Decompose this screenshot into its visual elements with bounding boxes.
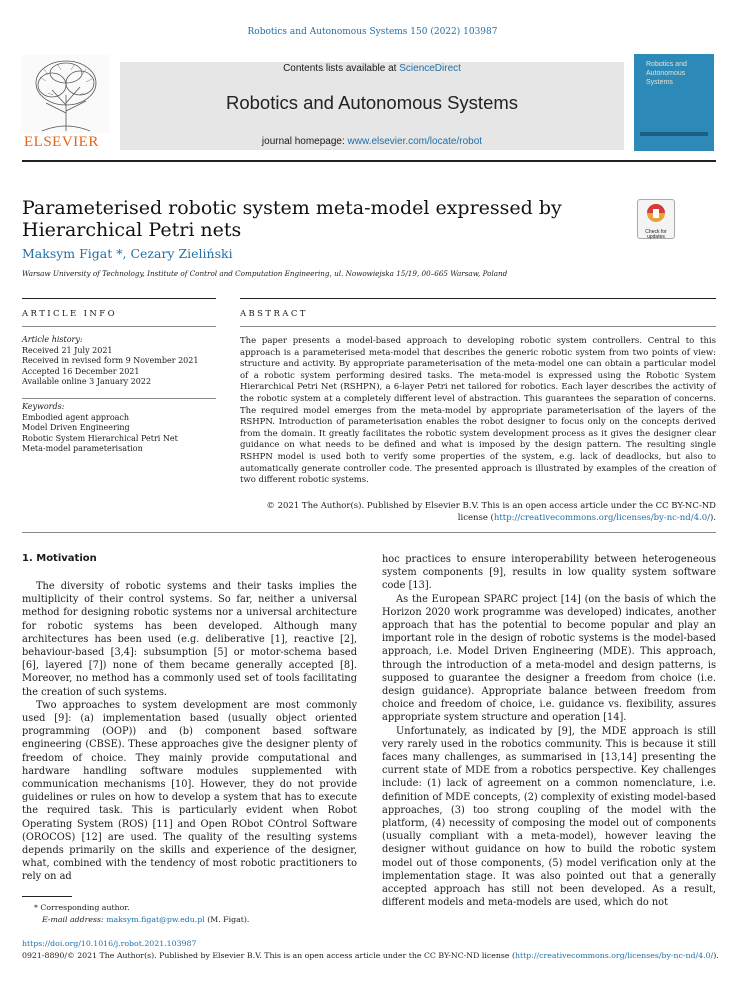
publisher-wordmark: ELSEVIER xyxy=(24,134,99,150)
license-link[interactable]: http://creativecommons.org/licenses/by-nc-nd/4.0/ xyxy=(493,513,710,523)
sciencedirect-link[interactable]: ScienceDirect xyxy=(399,63,461,74)
paragraph: Two approaches to system development are most commonly used [9]: (a) implementation based (usually object oriented programming (OOP)) and (b) component based software engineering (CBSE). These approaches give the designer plenty of freedom of choice. They mainly provide computational and hardware handling software modules supplemented with communication mechanisms [10]. However, they do not provide guidelines or rules on how to develop a system that has to execute the required task. This is particularly evident when Robot Operating System (ROS) [11] and Open RObot COntrol Software (OROCOS) [12] are used. The quality of the resulting systems depends primarily on the skills and experience of the designer, what, combined with the tendency of most robotic practitioners to rely on ad xyxy=(22,699,357,883)
abstract-bottom-rule xyxy=(22,532,716,533)
section-heading: 1. Motivation xyxy=(22,553,97,564)
journal-title: Robotics and Autonomous Systems xyxy=(225,92,519,113)
keywords-rule xyxy=(22,398,216,399)
license-footer-suffix: ). xyxy=(713,951,719,960)
keywords-block xyxy=(22,402,212,455)
author-list[interactable]: Maksym Figat *, Cezary Zieliński xyxy=(22,246,233,261)
check-updates-icon xyxy=(638,200,674,226)
check-for-updates-button[interactable] xyxy=(637,199,675,239)
paragraph: As the European SPARC project [14] (on the basis of which the Horizon 2020 work programme was developed) indicates, another approach that has the potential to become popular and play an important role in the design of robotic systems is the model-based approach, i.e. Model Driven Engineering (MDE). This approach, through the introduction of a meta-model and design patterns, is supposed to guarantee the designer a freedom from choice (i.e. design guidance). Appropriate balance between freedom from choice and freedom of choice, i.e. guidance vs. flexibility, assures appropriate system structure and operation [14]. xyxy=(382,593,716,724)
keywords-label: Keywords: xyxy=(22,402,65,411)
paragraph: hoc practices to ensure interoperability between heterogeneous system components [9], results in low quality system software code [13]. xyxy=(382,554,716,592)
abstract-heading: ABSTRACT xyxy=(240,309,308,319)
license-line xyxy=(240,512,716,524)
corresponding-footnote xyxy=(22,903,130,912)
right-column xyxy=(382,553,716,909)
email-label: E-mail address: xyxy=(42,915,104,924)
footnote-star: * xyxy=(34,903,38,912)
history-item: Received 21 July 2021 xyxy=(22,345,113,355)
cover-strip xyxy=(640,132,708,136)
doi-link[interactable]: https://doi.org/10.1016/j.robot.2021.103987 xyxy=(22,939,197,948)
license-footer xyxy=(22,950,722,961)
keyword: Embodied agent approach xyxy=(22,412,130,422)
email-line xyxy=(42,915,249,924)
homepage-line xyxy=(120,136,624,147)
keyword: Model Driven Engineering xyxy=(22,423,130,433)
license-prefix: license ( xyxy=(457,513,494,523)
keyword: Meta-model parameterisation xyxy=(22,444,143,454)
history-item: Accepted 16 December 2021 xyxy=(22,366,140,376)
article-title: Parameterised robotic system meta-model expressed by Hierarchical Petri nets xyxy=(22,197,562,241)
contents-line xyxy=(120,63,624,74)
email-suffix: (M. Figat). xyxy=(207,915,250,924)
footnote-rule xyxy=(22,896,72,897)
check-updates-label: Check for updates xyxy=(645,229,667,240)
article-history xyxy=(22,335,212,388)
doi-line xyxy=(22,938,722,949)
license-suffix: ). xyxy=(709,513,716,523)
history-item: Received in revised form 9 November 2021 xyxy=(22,356,199,366)
header-rule xyxy=(22,160,716,162)
history-item: Available online 3 January 2022 xyxy=(22,377,152,387)
homepage-prefix: journal homepage: xyxy=(261,136,348,147)
paragraph: Unfortunately, as indicated by [9], the MDE approach is still very rarely used in the robotics community. This is because it still faces many challenges, as summarised in [13,14] presenting the current state of MDE from a robotics perspective. Key challenges include: (1) lack of agreement on a common nomenclature, i.e. definition of MDE concepts, (2) complexity of existing model-based approaches, (3) too strong coupling of the model with the platform, (4) necessity of composing the model out of components (usually compliant with a meta-model), however leaving the designer without guidance on how to build the robotic system model out of those components, (5) model verification only at the implementation stage. It was also pointed out that a generally accepted approach has still not been developed. As a result, different models and meta-models are used, which do not xyxy=(382,725,716,909)
license-footer-prefix: 0921-8890/© 2021 The Author(s). Published by Elsevier B.V. This is an open access article under the CC BY-NC-ND license ( xyxy=(22,951,515,960)
license-footer-link[interactable]: http://creativecommons.org/licenses/by-nc-nd/4.0/ xyxy=(514,951,714,960)
history-label: Article history: xyxy=(22,335,83,344)
abstract-rule xyxy=(240,298,716,299)
email-link[interactable]: maksym.figat@pw.edu.pl xyxy=(106,915,205,924)
abstract-rule-2 xyxy=(240,326,716,327)
article-info-heading: ARTICLE INFO xyxy=(22,309,117,319)
journal-reference[interactable]: Robotics and Autonomous Systems 150 (2022) 103987 xyxy=(247,27,498,37)
keyword: Robotic System Hierarchical Petri Net xyxy=(22,433,178,443)
abstract-copyright xyxy=(240,500,716,524)
affiliation: Warsaw University of Technology, Institute of Control and Computation Engineering, ul. Nowowiejska 15/19, 00–665 Warsaw, Poland xyxy=(22,269,508,278)
abstract-text: The paper presents a model-based approach to developing robotic system controllers. Central to this approach is a parameterised meta-model that describes the generic robotic system from two points of view: structure and activity. By appropriate parameterisation of the meta-model one can obtain a particular model of a robotic system performing desired tasks. The meta-model is expressed using the Robotic System Hierarchical Petri Net (RSHPN), a 6-layer Petri net tailored for robotics. Each layer describes the activity of the robotic system at a completely different level of abstraction. This guarantees the separation of concerns. The required model emerges from the meta-model by appropriate parameterisation of the layers of the RSHPN. Introduction of parameterisation enables the robot designer to focus only on the concepts derived from the domain. It greatly facilitates the robotic system development process as it gives the designer clear guidance on what needs to be defined and what is imposed by the design pattern. The resulting single RSHPN model is used both to verify some properties of the system, e.g. lack of deadlocks, but also to automatically generate controller code. The presented approach is illustrated by examples of the creation of two different robotic systems. xyxy=(240,336,716,486)
contents-prefix: Contents lists available at xyxy=(283,63,400,74)
info-rule xyxy=(22,298,216,299)
info-rule-2 xyxy=(22,326,216,327)
homepage-link[interactable]: www.elsevier.com/locate/robot xyxy=(347,136,483,147)
paragraph: The diversity of robotic systems and their tasks implies the multiplicity of their control systems. So far, neither a universal method for designing robotic systems nor a universal architecture for robotic systems has been developed. Although many architectures has been used (e.g. deliberative [1], reactive [2], behaviour-based [3,4]: subsumption [5] or motor-schema based [6], layered [7]) none of them became generally accepted [8]. Moreover, no method has a commonly used set of tools facilitating the creation of such systems. xyxy=(22,581,357,698)
left-column xyxy=(22,580,357,884)
footnote-text: Corresponding author. xyxy=(40,903,130,912)
cover-title: Robotics and Autonomous Systems xyxy=(646,61,687,86)
copyright-line: © 2021 The Author(s). Published by Elsevier B.V. This is an open access article under the CC BY-NC-ND xyxy=(266,501,716,511)
